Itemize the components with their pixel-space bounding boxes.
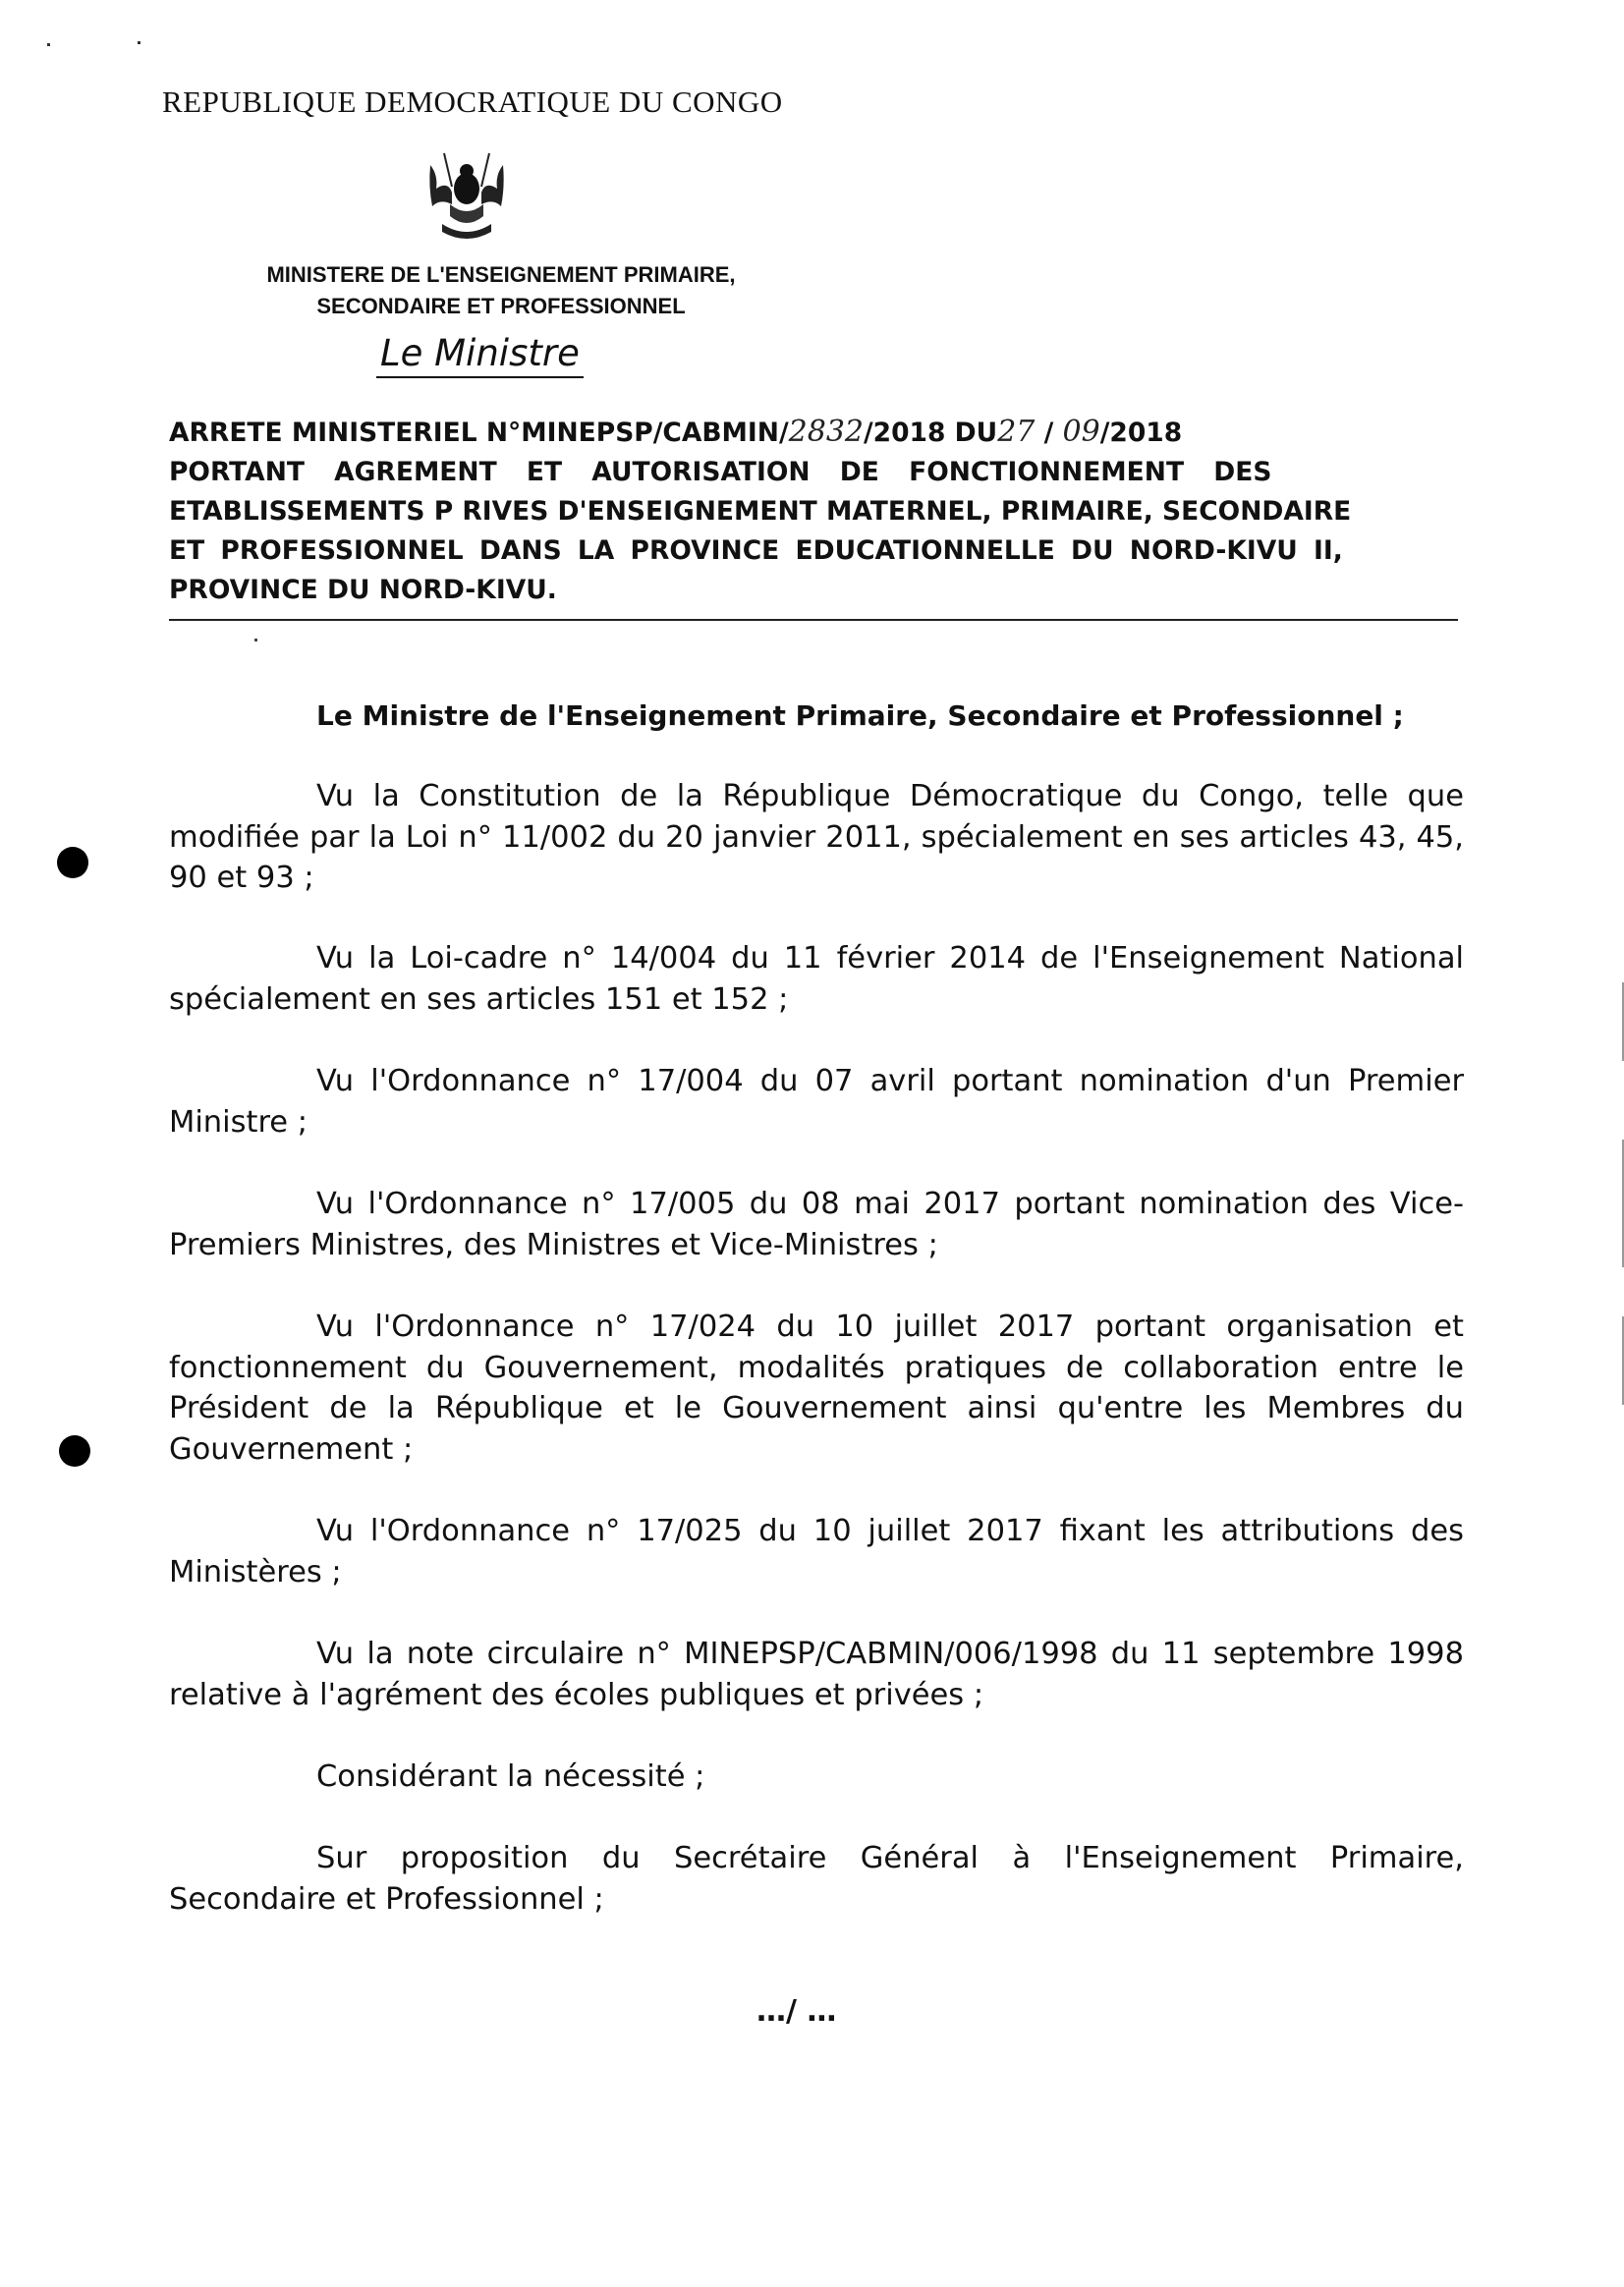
ministry-name (226, 259, 776, 322)
paragraph-constitution: Vu la Constitution de la République Démocratique du Congo, telle que modifiée par la Loi n° 11/002 du 20 janvier 2011, spécialement en ses articles 43, 45, 90 et 93 ; (169, 779, 1464, 895)
title-divider (169, 619, 1458, 621)
paragraph-ordonnance-17-004: Vu l'Ordonnance n° 17/004 du 07 avril portant nomination d'un Premier Ministre ; (169, 1064, 1464, 1140)
republic-title: REPUBLIQUE DEMOCRATIQUE DU CONGO (162, 84, 783, 119)
body-heading: Le Ministre de l'Enseignement Primaire, Secondaire et Professionnel ; (316, 699, 1404, 732)
paragraph-loi-cadre: Vu la Loi-cadre n° 14/004 du 11 février 2014 de l'Enseignement National spécialement en ses articles 151 et 152 ; (169, 941, 1464, 1017)
minister-signature: Le Ministre (376, 332, 584, 378)
arrete-line-4: ET PROFESSIONNEL DANS LA PROVINCE EDUCATIONNELLE DU NORD-KIVU II, (169, 535, 1343, 566)
scan-speck (254, 639, 257, 641)
coat-of-arms-emblem-icon (413, 147, 521, 246)
handwritten-number: 2832 (788, 415, 864, 449)
arrete-line-3: ETABLISSEMENTS P RIVES D'ENSEIGNEMENT MATERNEL, PRIMAIRE, SECONDAIRE (169, 496, 1352, 527)
handwritten-month: 09 (1062, 415, 1100, 449)
arrete-ref-mid: /2018 DU (864, 418, 998, 448)
arrete-ref-year: /2018 (1099, 418, 1183, 448)
ministry-line-1: MINISTERE DE L'ENSEIGNEMENT PRIMAIRE, (266, 262, 736, 287)
handwritten-day: 27 (997, 415, 1036, 449)
arrete-line-5: PROVINCE DU NORD-KIVU. (169, 575, 557, 605)
arrete-line-1 (169, 413, 1458, 453)
paragraph-considerant: Considérant la nécessité ; (316, 1759, 705, 1794)
punch-hole (57, 847, 88, 878)
arrete-title (169, 413, 1458, 610)
arrete-ref-prefix: ARRETE MINISTERIEL N°MINEPSP/CABMIN/ (169, 418, 789, 448)
scan-speck (138, 41, 140, 44)
date-separator: / (1043, 418, 1054, 448)
paragraph-ordonnance-17-005: Vu l'Ordonnance n° 17/005 du 08 mai 2017 portant nomination des Vice-Premiers Ministres, des Ministres et Vice-Ministres ; (169, 1187, 1464, 1262)
paragraph-ordonnance-17-025: Vu l'Ordonnance n° 17/025 du 10 juillet 2017 fixant les attributions des Ministères ; (169, 1514, 1464, 1590)
scan-speck (47, 43, 50, 46)
paragraph-note-circulaire: Vu la note circulaire n° MINEPSP/CABMIN/006/1998 du 11 septembre 1998 relative à l'agrément des écoles publiques et privées ; (169, 1637, 1464, 1712)
continuation-mark: …/ … (756, 1994, 837, 2029)
ministry-line-2: SECONDAIRE ET PROFESSIONNEL (316, 294, 686, 318)
paragraph-proposition: Sur proposition du Secrétaire Général à l'Enseignement Primaire, Secondaire et Professionnel ; (169, 1841, 1464, 1917)
punch-hole (59, 1435, 90, 1467)
paragraph-ordonnance-17-024: Vu l'Ordonnance n° 17/024 du 10 juillet 2017 portant organisation et fonctionnement du Gouvernement, modalités pratiques de collaboration entre le Président de la République et le Gouvernement ainsi qu'entre les Membres du Gouvernement ; (169, 1310, 1464, 1467)
arrete-line-2: PORTANT AGREMENT ET AUTORISATION DE FONCTIONNEMENT DES (169, 457, 1272, 487)
